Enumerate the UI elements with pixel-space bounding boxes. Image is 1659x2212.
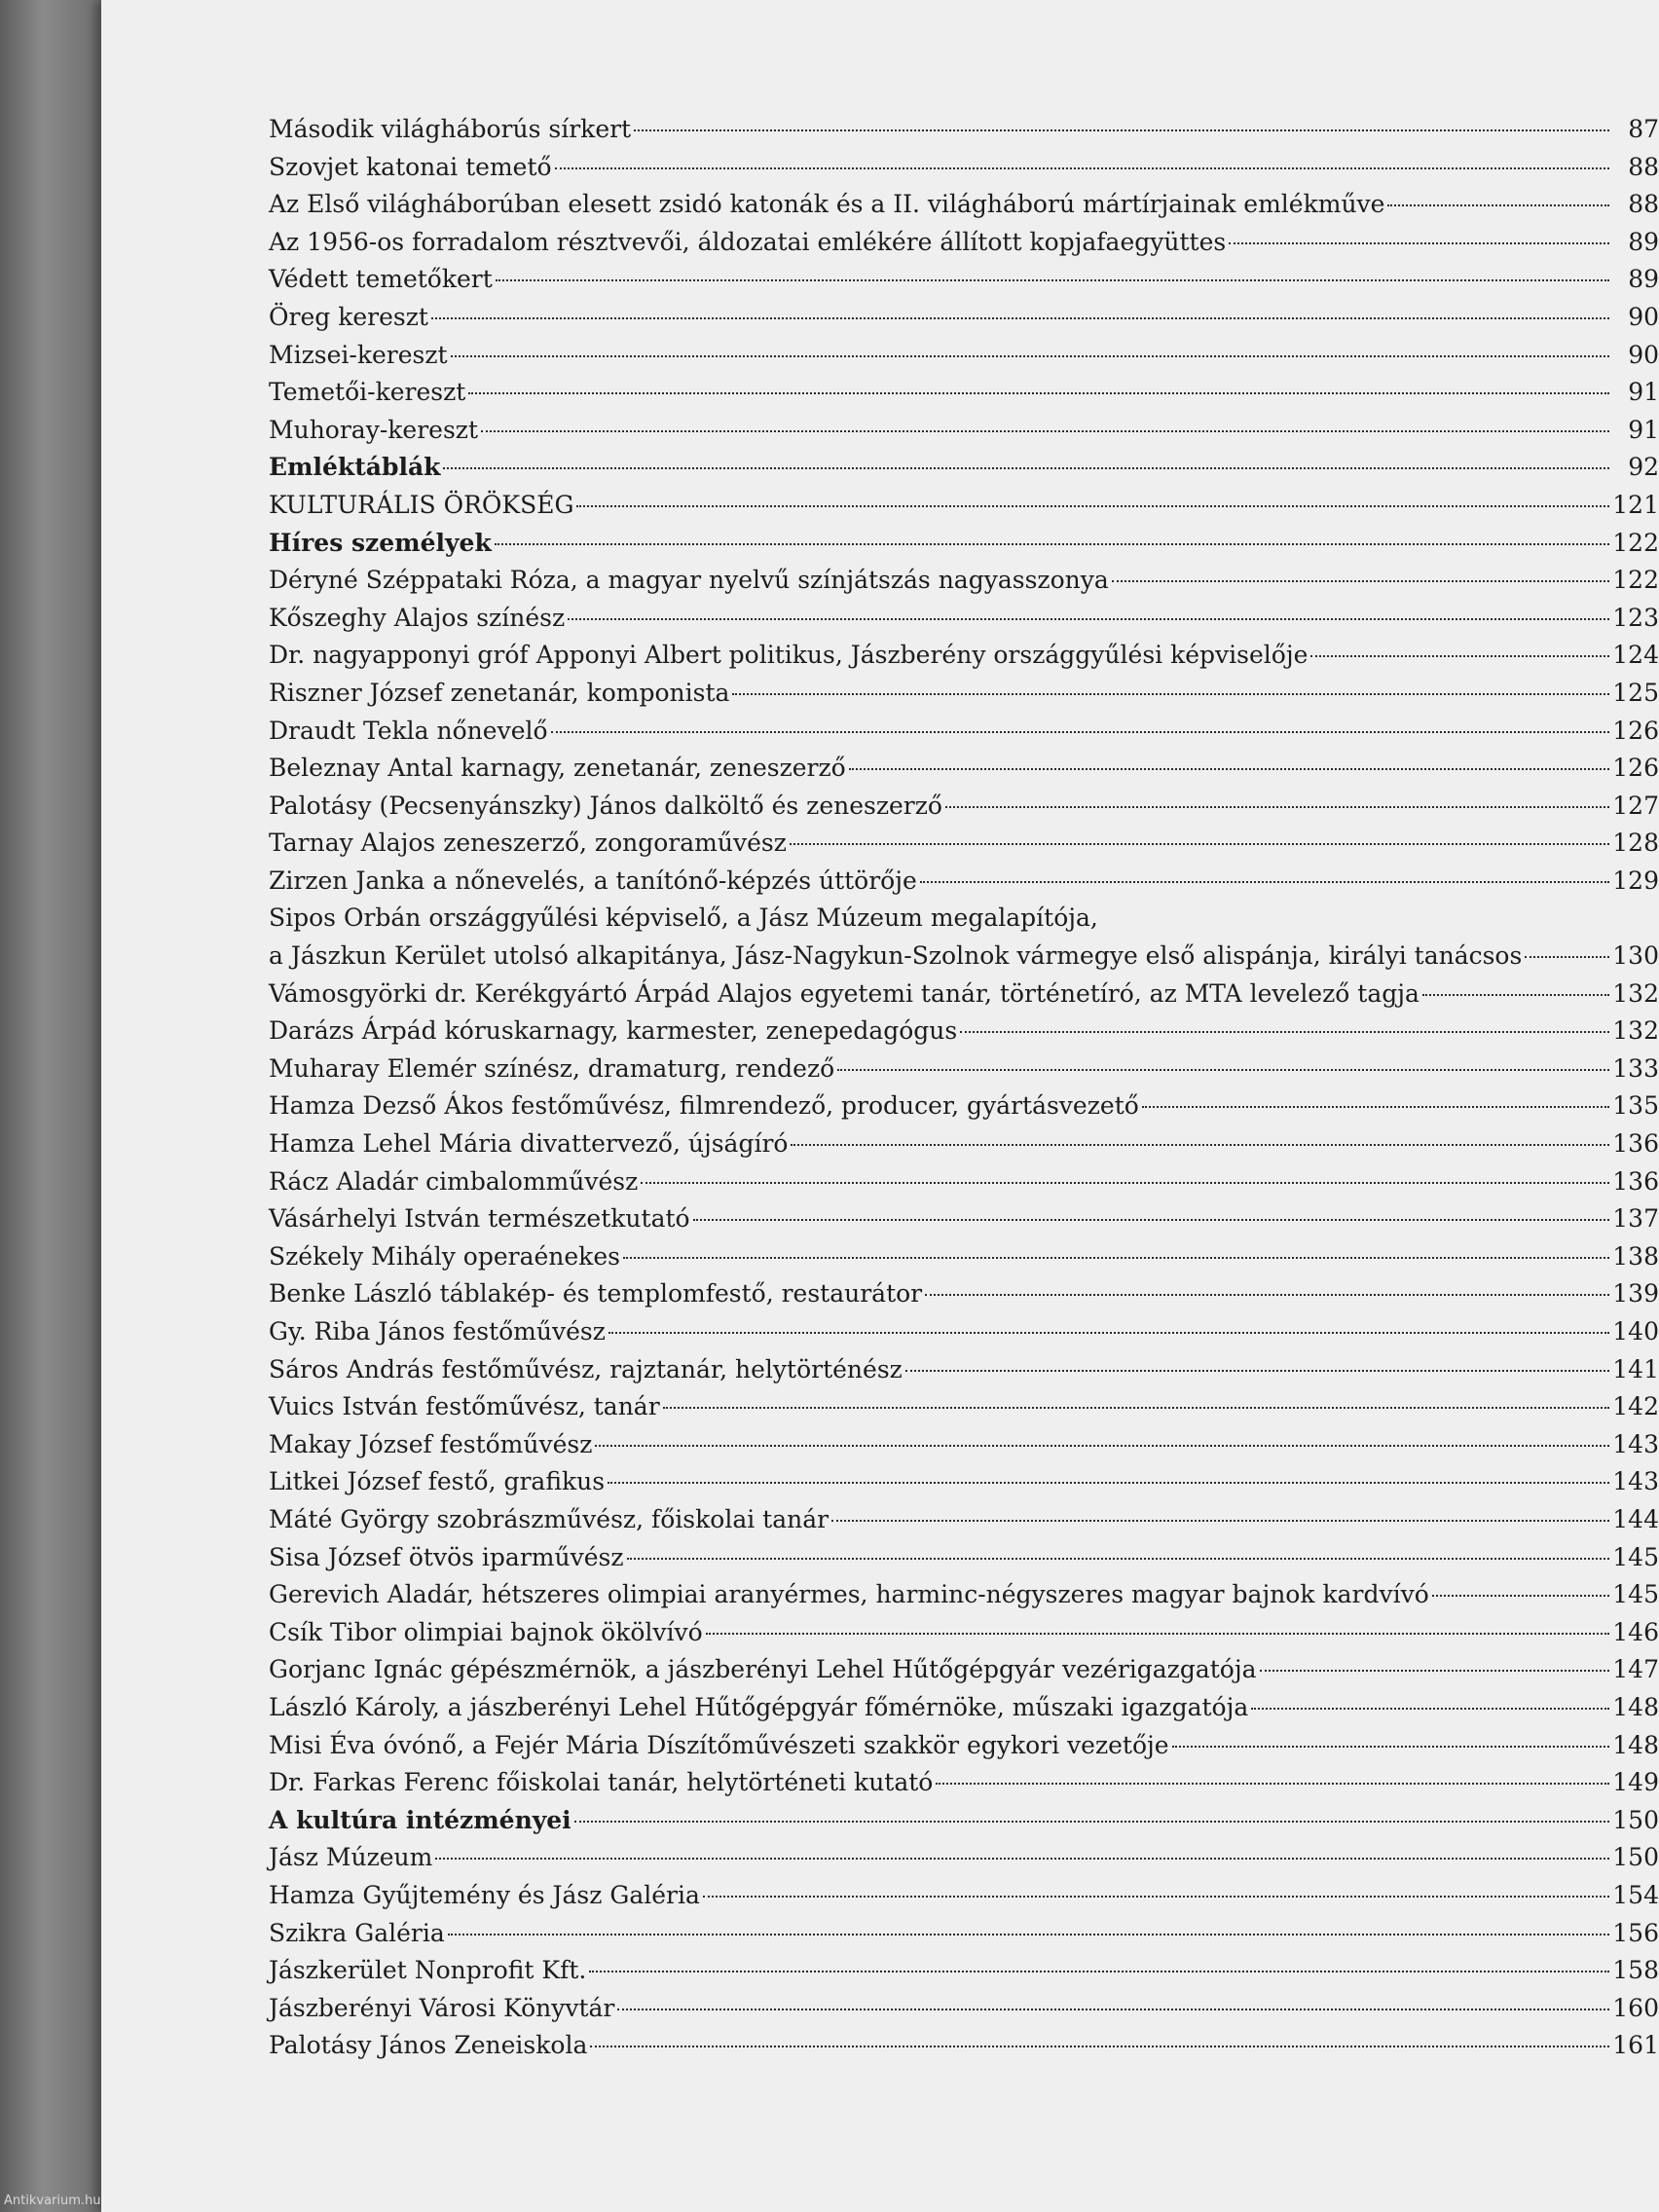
- toc-entry-page-number: 148: [1612, 1692, 1659, 1721]
- toc-entry-page-number: 92: [1628, 453, 1659, 482]
- toc-entry: [269, 976, 1659, 1014]
- dot-leader: [945, 806, 1609, 808]
- toc-entry: [269, 1689, 1659, 1727]
- toc-entry-page-number: 156: [1612, 1918, 1659, 1947]
- toc-entry-title: Déryné Széppataki Róza, a magyar nyelvű színjátszás nagyasszonya: [269, 566, 1109, 595]
- toc-entry: [269, 487, 1659, 525]
- toc-entry-title: Jászkerület Nonprofit Kft.: [269, 1956, 587, 1985]
- toc-entry-page-number: 91: [1628, 415, 1659, 444]
- toc-entry-title: Öreg kereszt: [269, 302, 428, 331]
- dot-leader: [608, 1482, 1609, 1484]
- dot-leader: [703, 1896, 1609, 1898]
- toc-entry: [269, 750, 1659, 788]
- toc-entry-title: Gorjanc Ignác gépészmérnök, a jászberényi Lehel Hűtőgépgyár vezérigazgatója: [269, 1655, 1257, 1684]
- dot-leader: [837, 1069, 1609, 1071]
- toc-entry: [269, 525, 1659, 563]
- toc-entry: [269, 2027, 1659, 2065]
- toc-entry-page-number: 137: [1612, 1204, 1659, 1234]
- toc-entry-page-number: 122: [1612, 528, 1659, 557]
- dot-leader: [1142, 1106, 1609, 1108]
- toc-entry: [269, 1125, 1659, 1163]
- book-spine-background: [0, 0, 107, 2212]
- toc-entry-page-number: 147: [1612, 1655, 1659, 1684]
- table-of-contents: [269, 111, 1659, 2065]
- toc-entry-title: Riszner József zenetanár, komponista: [269, 678, 730, 707]
- toc-entry-page-number: 160: [1612, 1993, 1659, 2022]
- toc-entry-page-number: 87: [1628, 115, 1659, 143]
- toc-entry: [269, 900, 1659, 938]
- toc-entry-page-number: 132: [1612, 1016, 1659, 1046]
- toc-entry: [269, 1051, 1659, 1088]
- dot-leader: [1387, 204, 1609, 206]
- toc-entry-title: Beleznay Antal karnagy, zenetanár, zeneszerző: [269, 754, 846, 783]
- toc-entry-page-number: 136: [1612, 1166, 1659, 1196]
- toc-entry-page-number: 89: [1628, 265, 1659, 294]
- toc-entry-page-number: 149: [1612, 1768, 1659, 1797]
- toc-entry-title: Kőszeghy Alajos színész: [269, 603, 566, 632]
- dot-leader: [663, 1407, 1609, 1409]
- toc-entry-title: Hamza Gyűjtemény és Jász Galéria: [269, 1880, 700, 1909]
- toc-entry-title: a Jászkun Kerület utolsó alkapitánya, Jász-Nagykun-Szolnok vármegye első alispánja, királyi tanácsos: [269, 941, 1523, 971]
- toc-entry-page-number: 148: [1612, 1730, 1659, 1759]
- dot-leader: [617, 2009, 1609, 2010]
- dot-leader: [641, 1182, 1609, 1184]
- toc-entry-title: Hamza Dezső Ákos festőművész, filmrendező, producer, gyártásvezető: [269, 1091, 1139, 1121]
- toc-entry: [269, 374, 1659, 412]
- toc-entry: [269, 1539, 1659, 1577]
- dot-leader: [595, 1445, 1609, 1447]
- toc-entry-page-number: 90: [1628, 340, 1659, 369]
- toc-entry: [269, 863, 1659, 901]
- toc-entry: [269, 1238, 1659, 1276]
- toc-entry-title: Tarnay Alajos zeneszerző, zongoraművész: [269, 829, 787, 858]
- toc-entry-page-number: 161: [1612, 2031, 1659, 2060]
- dot-leader: [831, 1520, 1609, 1522]
- toc-entry: [269, 1501, 1659, 1539]
- toc-entry-title: Második világháborús sírkert: [269, 115, 632, 143]
- toc-entry: [269, 1614, 1659, 1652]
- toc-entry: [269, 1200, 1659, 1238]
- toc-entry: [269, 788, 1659, 826]
- toc-entry: [269, 637, 1659, 675]
- dot-leader: [634, 129, 1609, 131]
- toc-entry: [269, 1426, 1659, 1464]
- toc-entry-page-number: 133: [1612, 1053, 1659, 1083]
- toc-entry-title: Vásárhelyi István természetkutató: [269, 1204, 690, 1234]
- toc-entry: [269, 1764, 1659, 1802]
- toc-entry: [269, 1351, 1659, 1389]
- dot-leader: [448, 1934, 1609, 1936]
- toc-entry: [269, 600, 1659, 638]
- toc-entry-title: Mizsei-kereszt: [269, 340, 448, 369]
- toc-entry-title: Misi Éva óvónő, a Fejér Mária Díszítőművészeti szakkör egykori vezetője: [269, 1730, 1169, 1759]
- toc-entry-title: Az Első világháborúban elesett zsidó katonák és a II. világháború mártírjainak emlékműve: [269, 190, 1385, 219]
- watermark: Antikvarium.hu: [4, 2194, 101, 2208]
- toc-entry-title: László Károly, a jászberényi Lehel Hűtőgépgyár főmérnöke, műszaki igazgatója: [269, 1692, 1249, 1721]
- dot-leader: [555, 167, 1609, 169]
- toc-entry: [269, 299, 1659, 337]
- toc-entry-title: Hamza Lehel Mária divattervező, újságíró: [269, 1129, 789, 1159]
- dot-leader: [790, 843, 1609, 845]
- dot-leader: [706, 1633, 1609, 1635]
- toc-entry-page-number: 126: [1612, 716, 1659, 745]
- toc-entry-title: Székely Mihály operaénekes: [269, 1241, 620, 1271]
- toc-entry: [269, 1313, 1659, 1351]
- dot-leader: [495, 543, 1609, 545]
- toc-entry: [269, 412, 1659, 450]
- toc-entry-page-number: 145: [1612, 1580, 1659, 1609]
- toc-entry-title: Benke László táblakép- és templomfestő, restaurátor: [269, 1279, 923, 1309]
- toc-entry-title: Gy. Riba János festőművész: [269, 1317, 606, 1346]
- toc-entry-page-number: 126: [1612, 754, 1659, 783]
- dot-leader: [960, 1031, 1609, 1033]
- toc-entry-page-number: 124: [1612, 641, 1659, 670]
- dot-leader: [435, 1858, 1609, 1860]
- dot-leader: [1432, 1595, 1609, 1597]
- dot-leader: [627, 1558, 1609, 1560]
- toc-entry: [269, 938, 1659, 976]
- toc-entry-title: Dr. nagyapponyi gróf Apponyi Albert politikus, Jászberény országgyűlési képviselője: [269, 641, 1309, 670]
- toc-entry: [269, 1915, 1659, 1953]
- dot-leader: [431, 317, 1609, 319]
- toc-entry: [269, 261, 1659, 299]
- toc-entry-title: Sisa József ötvös iparművész: [269, 1542, 624, 1571]
- dot-leader: [451, 355, 1609, 357]
- dot-leader: [590, 2046, 1609, 2047]
- toc-entry-page-number: 143: [1612, 1467, 1659, 1496]
- dot-leader: [791, 1144, 1609, 1146]
- dot-leader: [623, 1257, 1609, 1259]
- toc-entry-title: Draudt Tekla nőnevelő: [269, 716, 548, 745]
- toc-entry-page-number: 136: [1612, 1129, 1659, 1159]
- toc-entry: [269, 111, 1659, 149]
- toc-entry: [269, 1463, 1659, 1501]
- dot-leader: [1260, 1670, 1609, 1672]
- toc-entry-title: Védett temetőkert: [269, 265, 493, 294]
- toc-entry-page-number: 89: [1628, 227, 1659, 256]
- toc-entry-page-number: 132: [1612, 978, 1659, 1008]
- dot-leader: [849, 768, 1609, 770]
- dot-leader: [1422, 994, 1609, 996]
- dot-leader: [1251, 1708, 1609, 1710]
- dot-leader: [920, 881, 1609, 883]
- toc-entry: [269, 224, 1659, 262]
- toc-entry-title: Emléktáblák: [269, 453, 441, 482]
- toc-entry: [269, 149, 1659, 187]
- toc-entry: [269, 1651, 1659, 1689]
- dot-leader: [468, 392, 1609, 394]
- toc-entry-title: Gerevich Aladár, hétszeres olimpiai aranyérmes, harminc-négyszeres magyar bajnok kardvívó: [269, 1580, 1429, 1609]
- toc-entry-page-number: 142: [1612, 1392, 1659, 1421]
- toc-entry-title: Dr. Farkas Ferenc főiskolai tanár, helytörténeti kutató: [269, 1768, 934, 1797]
- toc-entry-title: Makay József festőművész: [269, 1429, 593, 1458]
- dot-leader: [576, 505, 1609, 507]
- toc-entry-title: Csík Tibor olimpiai bajnok ökölvívó: [269, 1617, 703, 1646]
- toc-entry: [269, 1990, 1659, 2028]
- toc-entry-title: Palotásy János Zeneiskola: [269, 2031, 588, 2060]
- toc-entry-title: Darázs Árpád kóruskarnagy, karmester, zenepedagógus: [269, 1016, 958, 1046]
- dot-leader: [693, 1219, 1609, 1221]
- toc-entry: [269, 1088, 1659, 1125]
- dot-leader: [936, 1783, 1609, 1785]
- toc-entry-page-number: 146: [1612, 1617, 1659, 1646]
- dot-leader: [732, 693, 1609, 695]
- toc-entry-title: Sipos Orbán országgyűlési képviselő, a Jász Múzeum megalapítója,: [269, 903, 1098, 933]
- toc-entry-page-number: 154: [1612, 1880, 1659, 1909]
- toc-entry: [269, 1839, 1659, 1877]
- toc-entry-title: Rácz Aladár cimbalomművész: [269, 1166, 639, 1196]
- toc-entry-title: Híres személyek: [269, 528, 492, 557]
- toc-entry-title: KULTURÁLIS ÖRÖKSÉG: [269, 490, 574, 519]
- toc-entry: [269, 1163, 1659, 1201]
- toc-entry-page-number: 140: [1612, 1317, 1659, 1346]
- toc-entry: [269, 186, 1659, 224]
- toc-entry: [269, 562, 1659, 600]
- toc-entry-page-number: 91: [1628, 378, 1659, 407]
- toc-entry-page-number: 150: [1612, 1805, 1659, 1834]
- toc-entry-title: Jász Múzeum: [269, 1843, 433, 1872]
- toc-entry: [269, 1877, 1659, 1915]
- dot-leader: [608, 1332, 1609, 1334]
- toc-entry-title: Szikra Galéria: [269, 1918, 445, 1947]
- toc-entry-title: Vuics István festőművész, tanár: [269, 1392, 660, 1421]
- toc-entry-page-number: 88: [1628, 152, 1659, 181]
- toc-entry-title: Máté György szobrászművész, főiskolai tanár: [269, 1504, 830, 1533]
- toc-entry: [269, 1013, 1659, 1051]
- toc-entry-page-number: 129: [1612, 866, 1659, 895]
- toc-entry: [269, 675, 1659, 713]
- toc-entry-title: Jászberényi Városi Könyvtár: [269, 1993, 615, 2022]
- toc-entry-page-number: 143: [1612, 1429, 1659, 1458]
- dot-leader: [925, 1294, 1609, 1296]
- dot-leader: [1172, 1746, 1609, 1748]
- toc-entry-page-number: 123: [1612, 603, 1659, 632]
- toc-entry-title: Palotásy (Pecsenyánszky) János dalköltő és zeneszerző: [269, 791, 942, 820]
- toc-entry: [269, 1952, 1659, 1990]
- toc-entry: [269, 1275, 1659, 1313]
- toc-entry: [269, 449, 1659, 487]
- dot-leader: [905, 1370, 1609, 1372]
- toc-entry: [269, 825, 1659, 863]
- toc-entry-page-number: 158: [1612, 1956, 1659, 1985]
- toc-entry-title: Zirzen Janka a nőnevelés, a tanítónő-képzés úttörője: [269, 866, 917, 895]
- dot-leader: [1229, 242, 1609, 244]
- dot-leader: [481, 430, 1609, 432]
- toc-entry-page-number: 150: [1612, 1843, 1659, 1872]
- toc-entry: [269, 1388, 1659, 1426]
- dot-leader: [1525, 956, 1609, 958]
- toc-entry-page-number: 125: [1612, 678, 1659, 707]
- toc-entry: [269, 713, 1659, 751]
- toc-entry-title: Szovjet katonai temető: [269, 152, 552, 181]
- toc-entry: [269, 337, 1659, 375]
- toc-entry-page-number: 138: [1612, 1241, 1659, 1271]
- toc-entry: [269, 1727, 1659, 1765]
- toc-entry-title: Litkei József festő, grafikus: [269, 1467, 606, 1496]
- toc-entry-title: Muhoray-kereszt: [269, 415, 479, 444]
- dot-leader: [443, 467, 1609, 469]
- toc-entry-page-number: 141: [1612, 1354, 1659, 1383]
- toc-entry-page-number: 139: [1612, 1279, 1659, 1309]
- toc-entry-title: Muharay Elemér színész, dramaturg, rendező: [269, 1053, 835, 1083]
- dot-leader: [551, 731, 1609, 733]
- toc-entry-page-number: 122: [1612, 566, 1659, 595]
- toc-entry-title: Vámosgyörki dr. Kerékgyártó Árpád Alajos egyetemi tanár, történetíró, az MTA levelező tagja: [269, 978, 1419, 1008]
- toc-entry: [269, 1802, 1659, 1840]
- toc-entry-title: Az 1956-os forradalom résztvevői, áldozatai emlékére állított kopjafaegyüttes: [269, 227, 1227, 256]
- dot-leader: [574, 1821, 1609, 1823]
- toc-entry: [269, 1576, 1659, 1614]
- toc-entry-page-number: 121: [1612, 490, 1659, 519]
- toc-entry-page-number: 135: [1612, 1091, 1659, 1121]
- toc-entry-page-number: 88: [1628, 190, 1659, 219]
- dot-leader: [496, 279, 1609, 281]
- toc-entry-page-number: 90: [1628, 302, 1659, 331]
- toc-entry-page-number: 145: [1612, 1542, 1659, 1571]
- toc-entry-page-number: 144: [1612, 1504, 1659, 1533]
- toc-entry-title: Temetői-kereszt: [269, 378, 466, 407]
- toc-entry-page-number: 130: [1612, 941, 1659, 971]
- toc-entry-page-number: 128: [1612, 829, 1659, 858]
- dot-leader: [589, 1971, 1609, 1972]
- document-page: [101, 0, 1659, 2212]
- dot-leader: [568, 618, 1609, 620]
- dot-leader: [1112, 580, 1609, 582]
- toc-entry-title: Sáros András festőművész, rajztanár, helytörténész: [269, 1354, 903, 1383]
- toc-entry-page-number: 127: [1612, 791, 1659, 820]
- toc-entry-title: A kultúra intézményei: [269, 1805, 571, 1834]
- dot-leader: [1310, 655, 1609, 657]
